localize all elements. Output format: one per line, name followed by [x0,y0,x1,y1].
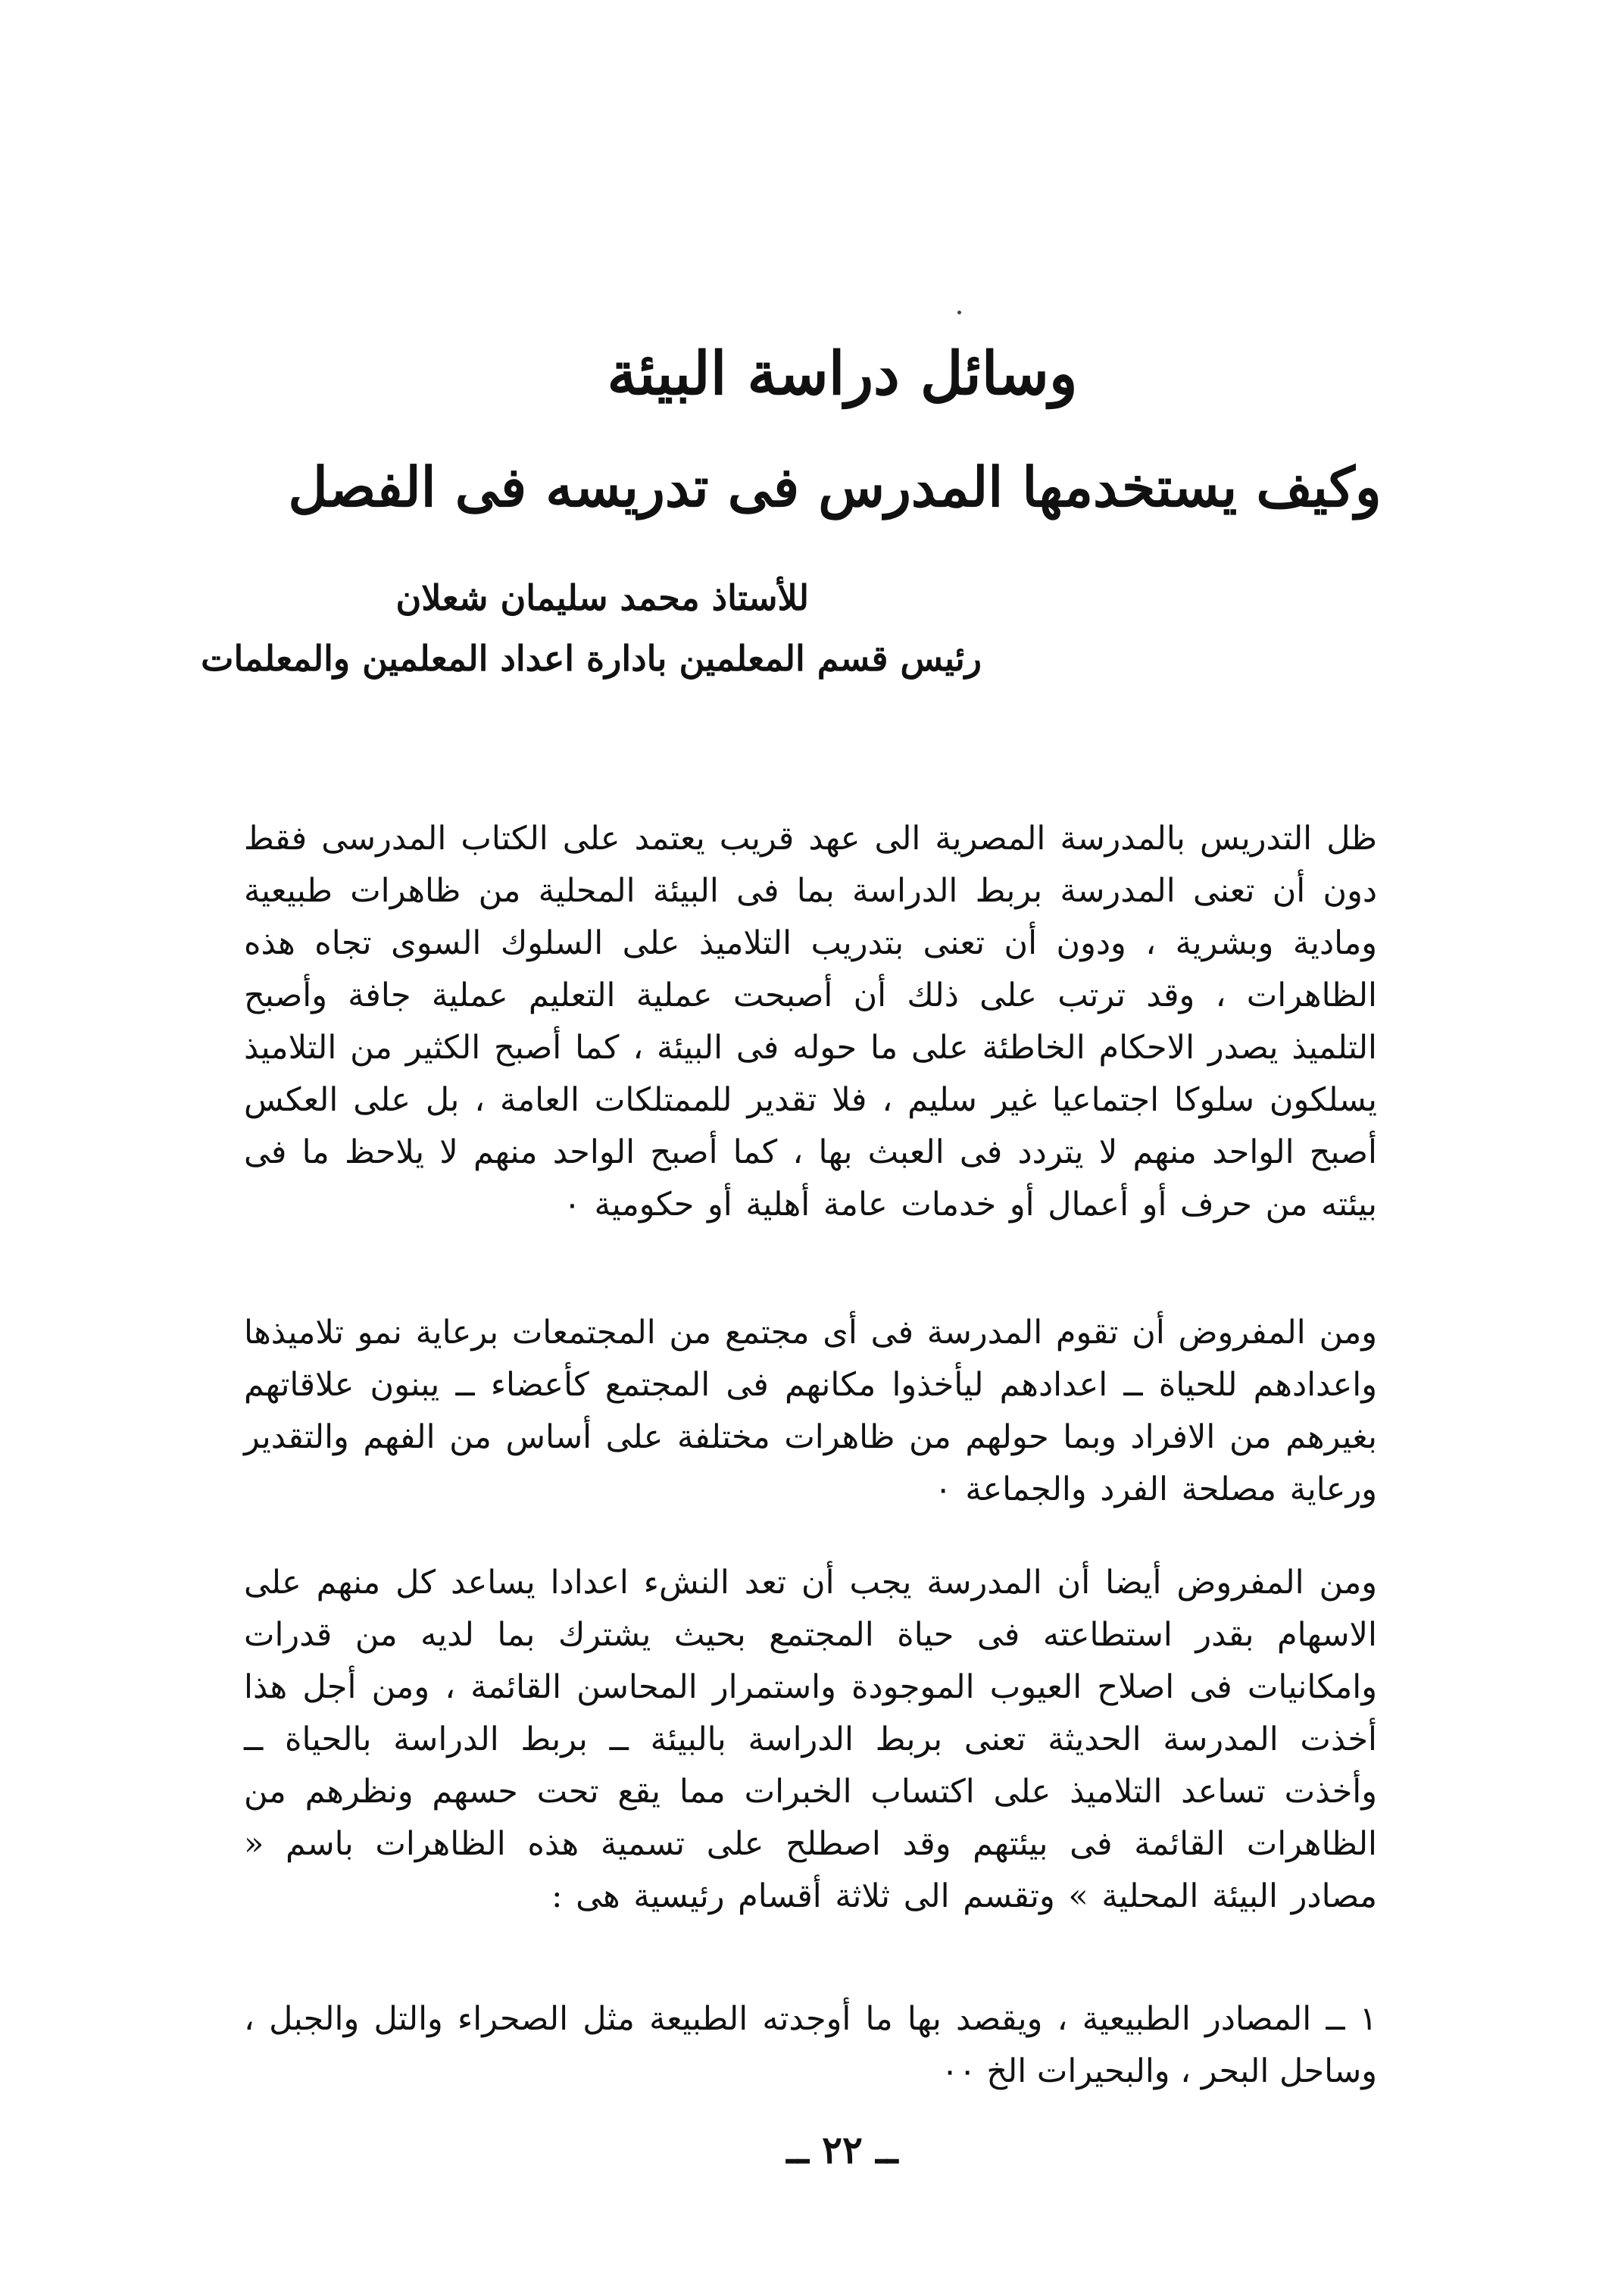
body-paragraph-2: ومن المفروض أن تقوم المدرسة فى أى مجتمع من المجتمعات برعاية نمو تلاميذها واعدادهم للحياة ــ اعدادهم ليأخذوا مكانهم فى المجتمع كأعضاء ــ يبنون علاقاتهم بغيرهم من الافراد وبما حولهم من ظاهرات مختلفة على أساس من الفهم والتقدير ورعاية مصلحة الفرد والجماعة ٠ [244,1314,1377,1508]
print-speck [957,311,961,314]
article-subtitle: وكيف يستخدمها المدرس فى تدريسه فى الفصل [288,455,1382,519]
list-item-natural-sources: ١ ــ المصادر الطبيعية ، ويقصد بها ما أوجدته الطبيعة مثل الصحراء والتل والجبل ، وساحل البحر ، والبحيرات الخ ٠٠ [244,2000,1377,2090]
author-position: رئيس قسم المعلمين بادارة اعداد المعلمين والمعلمات [201,638,982,679]
body-paragraph-1: ظل التدريس بالمدرسة المصرية الى عهد قريب يعتمد على الكتاب المدرسى فقط دون أن تعنى المدرسة بربط الدراسة بما فى البيئة المحلية من ظاهرات طبيعية ومادية وبشرية ، ودون أن تعنى بتدريب التلاميذ على السلوك السوى تجاه هذه الظاهرات ، وقد ترتب على ذلك أن أصبحت عملية التعليم عملية جافة وأصبح التلميذ يصدر الاحكام الخاطئة على ما حوله فى البيئة ، كما أصبح الكثير من التلاميذ يسلكون سلوكا اجتماعيا غير سليم ، فلا تقدير للممتلكات العامة ، بل على العكس أصبح الواحد منهم لا يتردد فى العبث بها ، كما أصبح الواحد منهم لا يلاحظ ما فى بيئته من حرف أو أعمال أو خدمات عامة أهلية أو حكومية ٠ [244,820,1377,1224]
body-paragraph-3: ومن المفروض أيضا أن المدرسة يجب أن تعد النشء اعدادا يساعد كل منهم على الاسهام بقدر استطاعته فى حياة المجتمع بحيث يشترك بما لديه من قدرات وامكانيات فى اصلاح العيوب الموجودة واستمرار المحاسن القائمة ، ومن أجل هذا أخذت المدرسة الحديثة تعنى بربط الدراسة بالبيئة ــ بربط الدراسة بالحياة ــ وأخذت تساعد التلاميذ على اكتساب الخبرات مما يقع تحت حسهم ونظرهم من الظاهرات القائمة فى بيئتهم وقد اصطلح على تسمية هذه الظاهرات باسم « مصادر البيئة المحلية » وتقسم الى ثلاثة أقسام رئيسية هى : [244,1564,1377,1915]
article-title: وسائل دراسة البيئة [607,339,1078,408]
page-number: ــ ٢٢ ــ [786,2127,898,2172]
author-name: للأستاذ محمد سليمان شعلان [395,577,809,618]
